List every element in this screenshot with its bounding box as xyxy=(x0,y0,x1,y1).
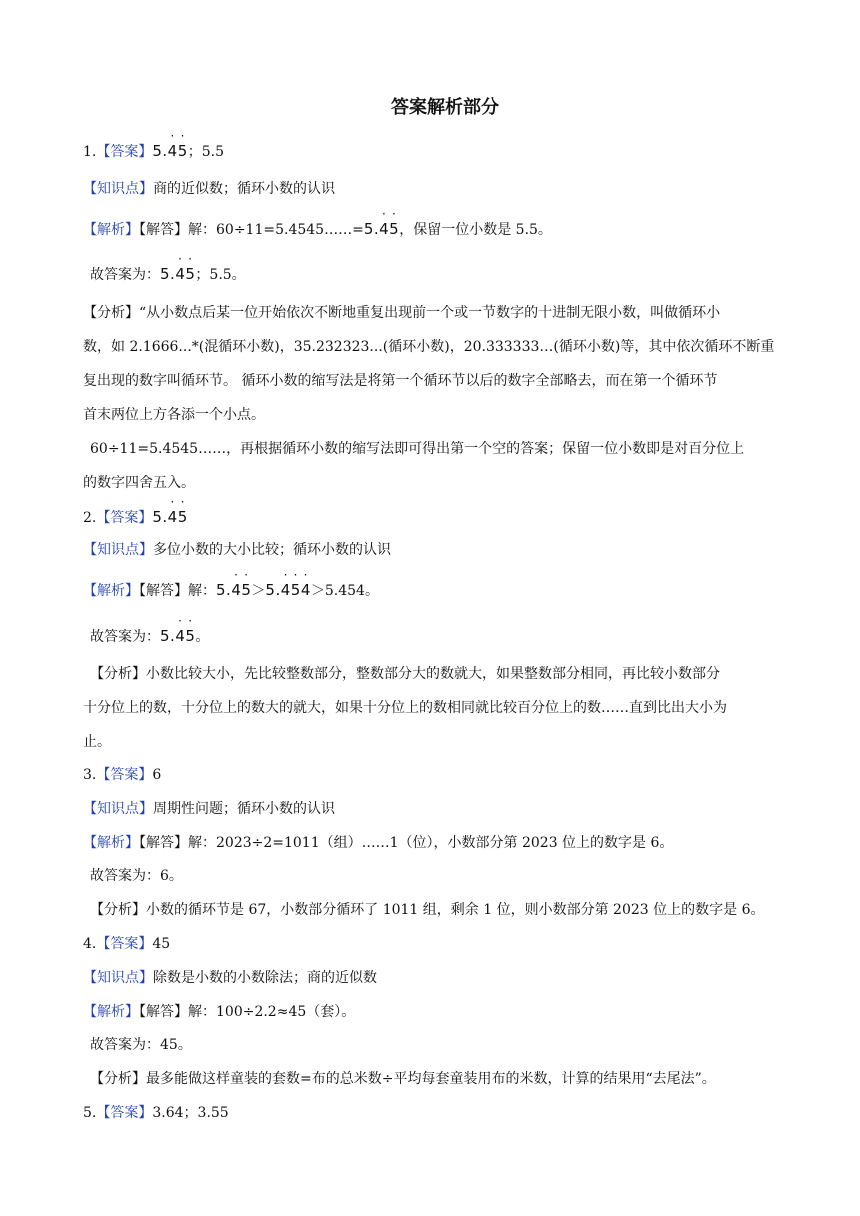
q5-answer-line: 5.【答案】3.64；3.55 xyxy=(83,1105,229,1121)
q1-fenxi2-line-2: 的数字四舍五入。 xyxy=(83,475,195,491)
q1-fenxi2-line-1: 60÷11=5.4545……，再根据循环小数的缩写法即可得出第一个空的答案；保留一位小数即是对百分位上 xyxy=(90,441,745,457)
q1-therefore-line: 故答案为：5.· 4· 5；5.5。 xyxy=(90,264,246,285)
q2-fenxi-line-3: 止。 xyxy=(83,734,111,750)
q3-answer-line: 3.【答案】6 xyxy=(83,767,162,783)
q2-answer-line: 2.【答案】5.· 4· 5 xyxy=(83,507,188,528)
q1-repeating-decimal-3: 5.· 4· 5 xyxy=(160,264,195,284)
q1-jd-tag: 【解答】 xyxy=(139,222,188,238)
q3-therefore-line: 故答案为：6。 xyxy=(90,868,183,884)
q1-fenxi-line-1: 【分析】“从小数点后某一位开始依次不断地重复出现前一个或一节数字的十进制无限小数，叫做循环小 xyxy=(83,305,721,321)
q3-knowledge-line: 【知识点】周期性问题；循环小数的认识 xyxy=(83,801,335,817)
q1-kp-tag: 【知识点】 xyxy=(83,181,153,197)
q1-answer-tag: 【答案】 xyxy=(96,144,153,160)
q2-repeating-decimal: 5.· 4· 5 xyxy=(152,507,187,527)
q1-jx-tag: 【解析】 xyxy=(83,222,139,238)
q1-repeating-decimal-2: 5.· 4· 5 xyxy=(364,219,399,239)
q1-repeating-decimal: 5.· 4· 5 xyxy=(152,141,187,161)
q1-kp: 商的近似数；循环小数的认识 xyxy=(153,181,335,197)
q4-fenxi-line: 【分析】最多能做这样童装的套数=布的总米数÷平均每套童装用布的米数，计算的结果用“去尾法”。 xyxy=(90,1071,716,1087)
q2-cmp1: 5.· 4· 5 xyxy=(216,580,251,600)
q1-analysis-line: 【解析】【解答】解：60÷11=5.4545……=5.· 4· 5，保留一位小数是 5.5。 xyxy=(83,219,552,240)
page-title: 答案解析部分 xyxy=(391,97,499,118)
q4-analysis-line: 【解析】【解答】解：100÷2.2≈45（套）。 xyxy=(83,1004,356,1020)
q4-answer-line: 4.【答案】45 xyxy=(83,936,171,952)
q2-analysis-line: 【解析】【解答】解：5.· 4· 5＞5.· 4· 5· 4＞5.454。 xyxy=(83,580,379,601)
q1-answer-rest: ；5.5 xyxy=(187,144,225,160)
q1-answer-line xyxy=(83,141,224,162)
q2-therefore-line: 故答案为：5.· 4· 5。 xyxy=(90,626,209,647)
q1-fenxi-line-2: 数，如 2.1666...*(混循环小数)，35.232323...(循环小数)，20.333333…(循环小数)等，其中依次循环不断重 xyxy=(83,339,775,355)
q2-fenxi-line-1: 【分析】小数比较大小，先比较整数部分，整数部分大的数就大，如果整数部分相同，再比较小数部分 xyxy=(90,666,720,682)
q2-knowledge-line: 【知识点】多位小数的大小比较；循环小数的认识 xyxy=(83,542,391,558)
q1-number: 1. xyxy=(83,144,97,160)
q1-fenxi-line-3: 复出现的数字叫循环节。 循环小数的缩写法是将第一个循环节以后的数字全部略去，而在第一个循环节 xyxy=(83,373,718,389)
q4-therefore-line: 故答案为：45。 xyxy=(90,1037,192,1053)
q4-knowledge-line: 【知识点】除数是小数的小数除法；商的近似数 xyxy=(83,970,377,986)
q2-cmp2: 5.· 4· 5· 4 xyxy=(265,580,310,600)
q1-knowledge-line xyxy=(83,179,335,199)
q3-analysis-line: 【解析】【解答】解：2023÷2=1011（组）……1（位），小数部分第 2023 位上的数字是 6。 xyxy=(83,835,674,851)
q2-fenxi-line-2: 十分位上的数，十分位上的数大的就大，如果十分位上的数相同就比较百分位上的数……直到比出大小为 xyxy=(83,700,727,716)
q3-fenxi-line: 【分析】小数的循环节是 67，小数部分循环了 1011 组，剩余 1 位，则小数部分第 2023 位上的数字是 6。 xyxy=(90,902,765,918)
q2-repeating-decimal-2: 5.· 4· 5 xyxy=(160,626,195,646)
q1-fenxi-line-4: 首末两位上方各添一个小点。 xyxy=(83,407,265,423)
